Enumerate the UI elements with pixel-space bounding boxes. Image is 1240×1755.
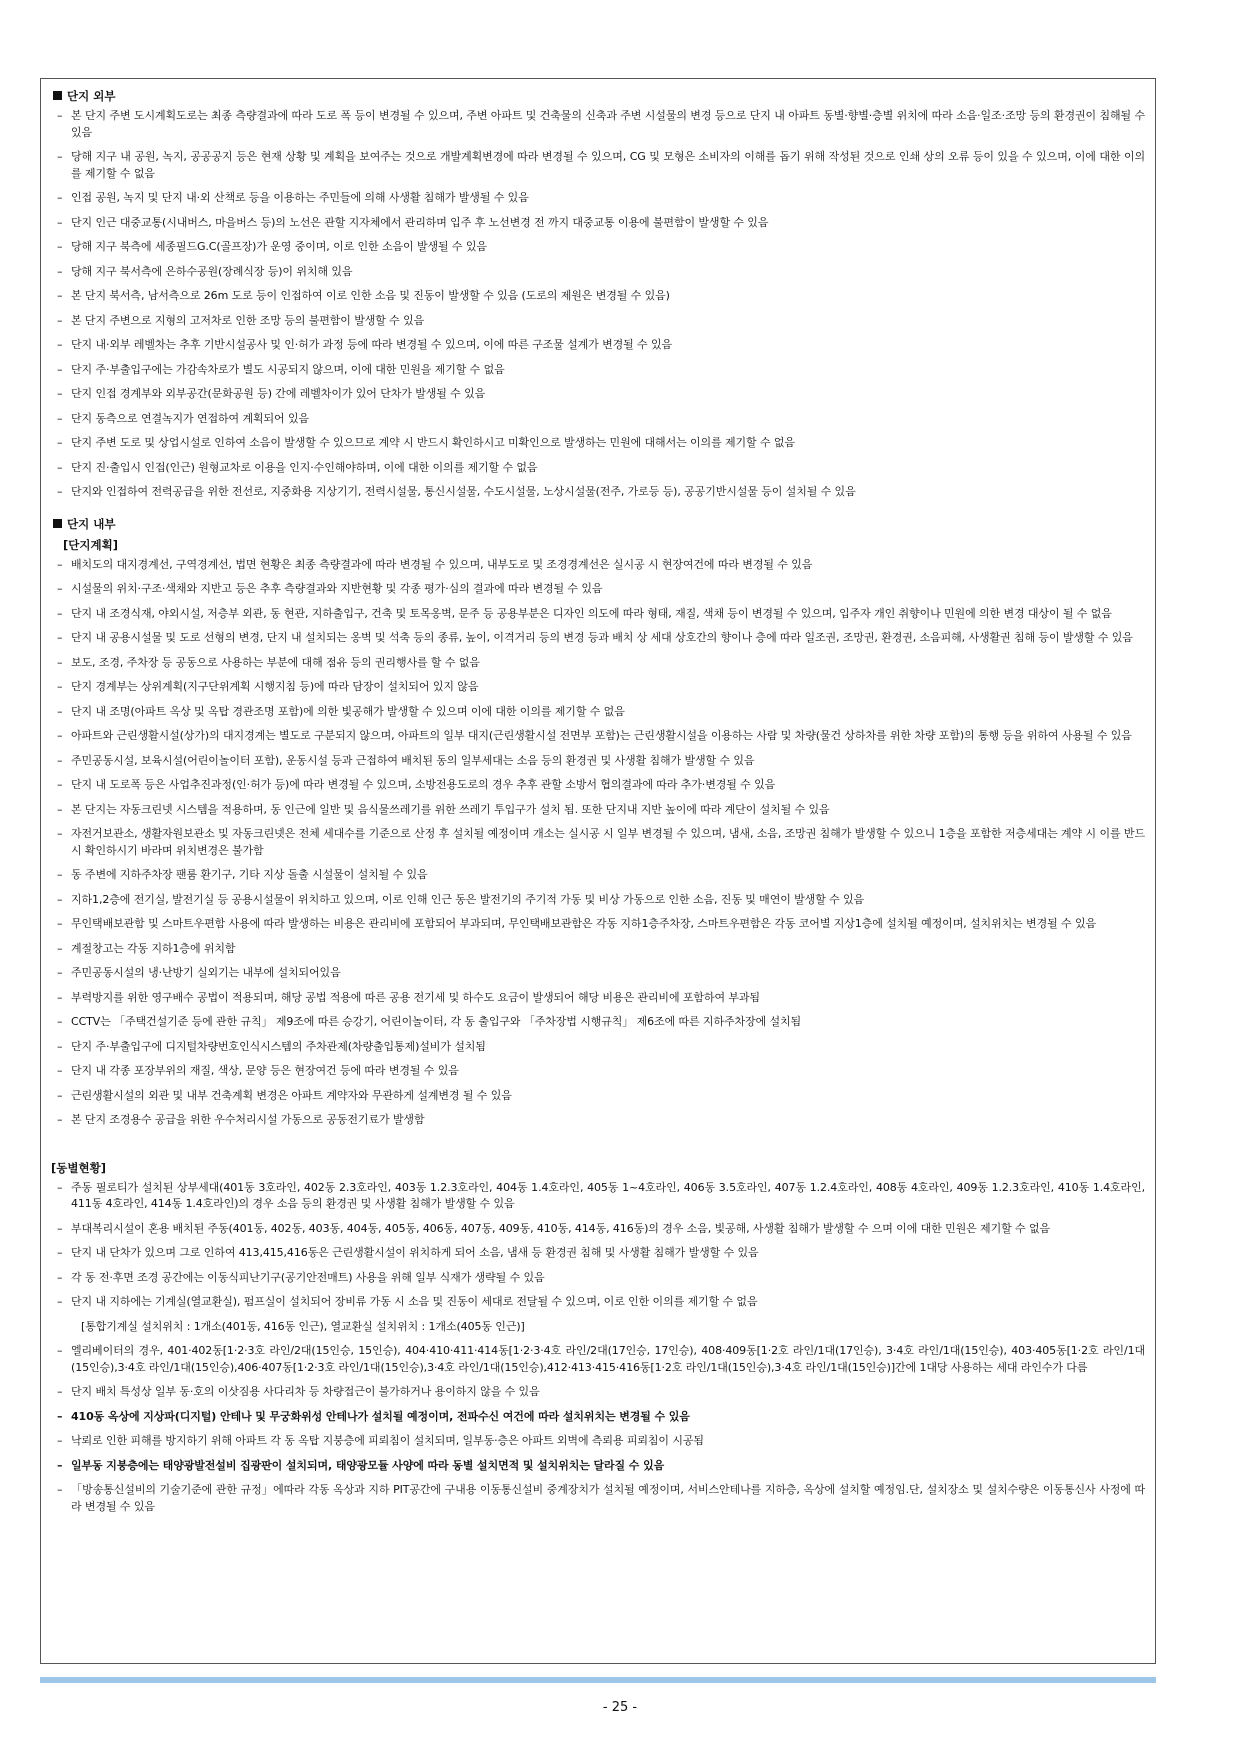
list-item: – CCTV는 「주택건설기준 등에 관한 규칙」 제9조에 따른 승강기, 어린이놀이터, 각 동 출입구와 「주차장법 시행규칙」 제6조에 따른 지하주차장에 설치됨 <box>51 1014 1145 1031</box>
list-item: – 단지 내 공용시설물 및 도로 선형의 변경, 단지 내 설치되는 옹벽 및 석축 등의 종류, 높이, 이격거리 등의 변경 등과 배치 상 세대 상호간의 향이나 층에 따라 일조권, 조망권, 환경권, 소음피해, 사생활권 침해 등이 발생할 수 있음 <box>51 630 1145 647</box>
list-item: – 단지 내 지하에는 기계실(열교환실), 펌프실이 설치되어 장비류 가동 시 소음 및 진동이 세대로 전달될 수 있으며, 이로 인한 이의를 제기할 수 없음 <box>51 1294 1145 1311</box>
list-item: – 단지 인근 대중교통(시내버스, 마을버스 등)의 노선은 관할 지자체에서 관리하며 입주 후 노선변경 전 까지 대중교통 이용에 불편함이 발생할 수 있음 <box>51 215 1145 232</box>
list-item: – 「방송통신설비의 기술기준에 관한 규정」에따라 각동 옥상과 지하 PIT공간에 구내용 이동통신설비 중계장치가 설치될 예정이며, 서비스안테나를 지하층, 옥상에 설치할 예정임.단, 설치장소 및 설치수량은 이동통신사 사정에 따라 변경될 수 있음 <box>51 1482 1145 1515</box>
list-item: – 근린생활시설의 외관 및 내부 건축계획 변경은 아파트 계약자와 무관하게 설계변경 될 수 있음 <box>51 1088 1145 1105</box>
list-item: – 아파트와 근린생활시설(상가)의 대지경계는 별도로 구분되지 않으며, 아파트의 일부 대지(근린생활시설 전면부 포함)는 근린생활시설을 이용하는 사람 및 차량(물건 상하차를 위한 차량 포함)의 통행 등을 위하여 사용될 수 있음 <box>51 728 1145 745</box>
list-item: – 단지 내·외부 레벨차는 추후 기반시설공사 및 인·허가 과정 등에 따라 변경될 수 있으며, 이에 따른 구조물 설계가 변경될 수 있음 <box>51 337 1145 354</box>
list-item: – 당해 지구 북측에 세종필드G.C(골프장)가 운영 중이며, 이로 인한 소음이 발생될 수 있음 <box>51 239 1145 256</box>
subsection-title-plan: [단지계획] <box>63 537 118 552</box>
section-title-inside: 단지 내부 <box>51 515 1145 533</box>
list-item: – 부대복리시설이 혼용 배치된 주동(401동, 402동, 403동, 404동, 405동, 406동, 407동, 409동, 410동, 414동, 416동)의 경우 소음, 빛공해, 사생활 침해가 발생할 수 으며 이에 대한 민원은 제기할 수 없음 <box>51 1221 1145 1238</box>
list-item: – 단지 내 도로폭 등은 사업추진과정(인·허가 등)에 따라 변경될 수 있으며, 소방전용도로의 경우 추후 관할 소방서 협의결과에 따라 추가·변경될 수 있음 <box>51 777 1145 794</box>
building-list <box>51 1180 1145 1516</box>
list-item: – 단지 주·부출입구에 디지털차량번호인식시스템의 주차관제(차량출입통제)설비가 설치됨 <box>51 1039 1145 1056</box>
list-item: – 단지 내 조경식재, 야외시설, 저층부 외관, 동 현관, 지하출입구, 건축 및 토목옹벽, 문주 등 공용부분은 디자인 의도에 따라 형태, 재질, 색채 등이 변경될 수 있으며, 입주자 개인 취향이나 민원에 의한 변경 대상이 될 수 없음 <box>51 606 1145 623</box>
list-item: – 배치도의 대지경계선, 구역경계선, 법면 현황은 최종 측량결과에 따라 변경될 수 있으며, 내부도로 및 조경경계선은 실시공 시 현장여건에 따라 변경될 수 있음 <box>51 557 1145 574</box>
list-item: – 각 동 전·후면 조경 공간에는 이동식피난기구(공기안전매트) 사용을 위해 일부 식재가 생략될 수 있음 <box>51 1270 1145 1287</box>
list-item: – 당해 지구 북서측에 은하수공원(장례식장 등)이 위치해 있음 <box>51 264 1145 281</box>
list-item: – 인접 공원, 녹지 및 단지 내·외 산책로 등을 이용하는 주민들에 의해 사생활 침해가 발생될 수 있음 <box>51 190 1145 207</box>
list-item: – 지하1,2층에 전기실, 발전기실 등 공용시설물이 위치하고 있으며, 이로 인해 인근 동은 발전기의 주기적 가동 및 비상 가동으로 인한 소음, 진동 및 매연이 발생할 수 있음 <box>51 892 1145 909</box>
plan-list <box>51 557 1145 1129</box>
list-item: – 단지 경계부는 상위계획(지구단위계획 시행지침 등)에 따라 담장이 설치되어 있지 않음 <box>51 679 1145 696</box>
list-item: – 본 단지 북서측, 남서측으로 26m 도로 등이 인접하여 이로 인한 소음 및 진동이 발생할 수 있음 (도로의 제원은 변경될 수 있음) <box>51 288 1145 305</box>
page-number: - 25 - <box>602 1700 638 1715</box>
list-item: – 단지 내 단차가 있으며 그로 인하여 413,415,416동은 근린생활시설이 위치하게 되어 소음, 냄새 등 환경권 침해 및 사생활 침해가 발생할 수 있음 <box>51 1245 1145 1262</box>
list-item: – 주민공동시설, 보육시설(어린이놀이터 포함), 운동시설 등과 근접하여 배치된 동의 일부세대는 소음 등의 환경권 및 사생활 침해가 발생할 수 있음 <box>51 753 1145 770</box>
list-item: – 410동 옥상에 지상파(디지털) 안테나 및 무궁화위성 안테나가 설치될 예정이며, 전파수신 여건에 따라 설치위치는 변경될 수 있음 <box>51 1409 1145 1426</box>
list-item: – 단지 진·출입시 인접(인근) 원형교차로 이용을 인지·수인해야하며, 이에 대한 이의를 제기할 수 없음 <box>51 460 1145 477</box>
list-item: – 단지 인접 경계부와 외부공간(문화공원 등) 간에 레벨차이가 있어 단차가 발생될 수 있음 <box>51 386 1145 403</box>
section-title-outside: 단지 외부 <box>51 87 1145 105</box>
list-item: – 부력방지를 위한 영구배수 공법이 적용되며, 해당 공법 적용에 따른 공용 전기세 및 하수도 요금이 발생되어 해당 비용은 관리비에 포함하여 부과됨 <box>51 990 1145 1007</box>
footer-bar <box>40 1677 1156 1683</box>
list-item: – 계절창고는 각동 지하1층에 위치함 <box>51 941 1145 958</box>
list-item: – 주민공동시설의 냉·난방기 실외기는 내부에 설치되어있음 <box>51 965 1145 982</box>
list-item: – 동 주변에 지하주차장 팬룸 환기구, 기타 지상 돌출 시설물이 설치될 수 있음 <box>51 867 1145 884</box>
list-item: – 본 단지는 자동크린넷 시스템을 적용하며, 동 인근에 일반 및 음식물쓰레기를 위한 쓰레기 투입구가 설치 됨. 또한 단지내 지반 높이에 따라 계단이 설치될 수 있음 <box>51 802 1145 819</box>
list-item: – 보도, 조경, 주차장 등 공동으로 사용하는 부분에 대해 점유 등의 권리행사를 할 수 없음 <box>51 655 1145 672</box>
list-item: – 본 단지 주변으로 지형의 고저차로 인한 조망 등의 불편함이 발생할 수 있음 <box>51 313 1145 330</box>
list-item: – 주동 필로티가 설치된 상부세대(401동 3호라인, 402동 2.3호라인, 403동 1.2.3호라인, 404동 1.4호라인, 405동 1~4호라인, 406동 3.5호라인, 407동 1.2.4호라인, 408동 4호라인, 409동 1.2.3호라인, 410동 1.4호라인, 411동 4호라인, 414동 1.4호라인)의 경우 소음 등의 환경권 및 사생활 침해가 발생할 수 있음 <box>51 1180 1145 1213</box>
list-item: – 본 단지 조경용수 공급을 위한 우수처리시설 가동으로 공동전기료가 발생함 <box>51 1112 1145 1129</box>
list-item: – 단지 내 각종 포장부위의 재질, 색상, 문양 등은 현장여건 등에 따라 변경될 수 있음 <box>51 1063 1145 1080</box>
list-item: – 자전거보관소, 생활자원보관소 및 자동크린넷은 전체 세대수를 기준으로 산정 후 설치될 예정이며 개소는 실시공 시 일부 변경될 수 있으며, 냄새, 소음, 조망권 침해가 발생할 수 있으니 1층을 포함한 저층세대는 계약 시 이를 반드시 확인하시기 바라며 위치변경은 불가함 <box>51 826 1145 859</box>
list-item: – 엘리베이터의 경우, 401·402동[1·2·3호 라인/2대(15인승, 15인승), 404·410·411·414동[1·2·3·4호 라인/2대(17인승, 17인승), 408·409동[1·2호 라인/1대(17인승), 3·4호 라인/1대(15인승), 403·405동[1·2호 라인/1대(15인승),3·4호 라인/1대(15인승),406·407동[1·2·3호 라인/1대(15인승),3·4호 라인/1대(15인승),412·413·415·416동[1·2호 라인/1대(15인승),3·4호 라인/1대(15인승)]간에 1대당 사용하는 세대 라인수가 다름 <box>51 1343 1145 1376</box>
square-bullet-icon <box>53 91 62 100</box>
list-item: – 단지와 인접하여 전력공급을 위한 전선로, 지중화용 지상기기, 전력시설물, 통신시설물, 수도시설물, 노상시설물(전주, 가로등 등), 공공기반시설물 등이 설치될 수 있음 <box>51 484 1145 501</box>
list-item: – 본 단지 주변 도시계획도로는 최종 측량결과에 따라 도로 폭 등이 변경될 수 있으며, 주변 아파트 및 건축물의 신축과 주변 시설물의 변경 등으로 단지 내 아파트 동별·향별·층별 위치에 따라 소음·일조·조망 등의 환경권이 침해될 수 있음 <box>51 108 1145 141</box>
subsection-title-buildings: [동별현황] <box>51 1160 106 1175</box>
content-frame <box>40 78 1156 1664</box>
outside-list <box>51 108 1145 501</box>
list-item: [통합기계실 설치위치 : 1개소(401동, 416동 인근), 열교환실 설치위치 : 1개소(405동 인근)] <box>81 1319 525 1333</box>
list-item: – 무인택배보관함 및 스마트우편함 사용에 따라 발생하는 비용은 관리비에 포함되어 부과되며, 무인택배보관함은 각동 지하1층주차장, 스마트우편함은 각동 코어별 지상1층에 설치될 예정이며, 설치위치는 변경될 수 있음 <box>51 916 1145 933</box>
list-item: – 당해 지구 내 공원, 녹지, 공공공지 등은 현재 상황 및 계획을 보여주는 것으로 개발계획변경에 따라 변경될 수 있으며, CG 및 모형은 소비자의 이해를 돕기 위해 작성된 것으로 인쇄 상의 오류 등이 있을 수 있으며, 이에 대한 이의를 제기할 수 없음 <box>51 149 1145 182</box>
list-item: – 단지 주변 도로 및 상업시설로 인하여 소음이 발생할 수 있으므로 계약 시 반드시 확인하시고 미확인으로 발생하는 민원에 대해서는 이의를 제기할 수 없음 <box>51 435 1145 452</box>
list-item: – 단지 내 조명(아파트 옥상 및 옥탑 경관조명 포함)에 의한 빛공해가 발생할 수 있으며 이에 대한 이의를 제기할 수 없음 <box>51 704 1145 721</box>
list-item: – 시설물의 위치·구조·색채와 지반고 등은 추후 측량결과와 지반현황 및 각종 평가·심의 결과에 따라 변경될 수 있음 <box>51 581 1145 598</box>
square-bullet-icon <box>53 519 62 528</box>
list-item: – 낙뢰로 인한 피해를 방지하기 위해 아파트 각 동 옥탑 지붕층에 피뢰침이 설치되며, 일부동·층은 아파트 외벽에 측뢰용 피뢰침이 시공됨 <box>51 1433 1145 1450</box>
list-item: – 단지 주·부출입구에는 가감속차로가 별도 시공되지 않으며, 이에 대한 민원을 제기할 수 없음 <box>51 362 1145 379</box>
list-item: – 단지 배치 특성상 일부 동·호의 이삿짐용 사다리차 등 차량접근이 불가하거나 용이하지 않을 수 있음 <box>51 1384 1145 1401</box>
list-item: – 단지 동측으로 연결녹지가 연접하여 계획되어 있음 <box>51 411 1145 428</box>
list-item: – 일부동 지붕층에는 태양광발전설비 집광판이 설치되며, 태양광모듈 사양에 따라 동별 설치면적 및 설치위치는 달라질 수 있음 <box>51 1458 1145 1475</box>
